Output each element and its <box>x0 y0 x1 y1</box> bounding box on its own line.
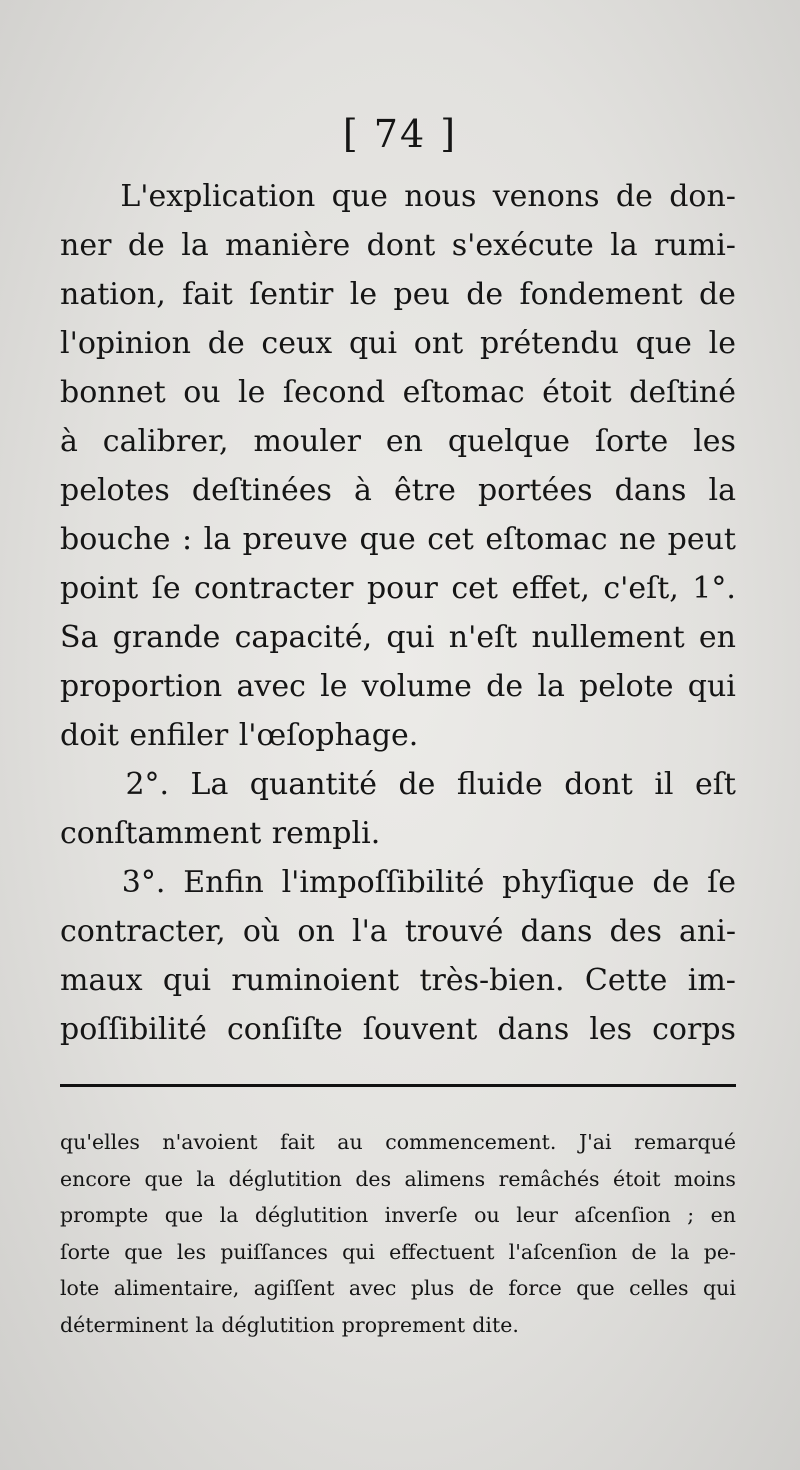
body-line: proportion avec le volume de la pelote qui <box>60 669 736 704</box>
paragraph-indent <box>60 172 104 221</box>
body-line: à calibrer, mouler en quelque ſorte les <box>60 424 736 459</box>
body-line: 2°. La quantité de fluide dont il eſt <box>60 760 736 809</box>
body-line: maux qui ruminoient très-bien. Cette im- <box>60 963 736 998</box>
body-line: Sa grande capacité, qui n'eſt nullement en <box>60 620 736 655</box>
paragraph-indent <box>60 760 104 809</box>
footnote-line: déterminent la déglutition proprement dite. <box>60 1312 519 1337</box>
footnote-line: lote alimentaire, agiſſent avec plus de force que celles qui <box>60 1276 736 1300</box>
footnote-line: qu'elles n'avoient fait au commencement. J'ai remarqué <box>60 1130 736 1154</box>
body-line: 3°. Enfin l'impoſſibilité phyſique de ſe <box>60 858 736 907</box>
paragraph-indent <box>60 858 104 907</box>
footnote-line: prompte que la déglutition inverſe ou leur aſcenſion ; en <box>60 1203 736 1227</box>
footnote-text <box>60 1124 736 1343</box>
body-line: ner de la manière dont s'exécute la rumi- <box>60 228 736 263</box>
body-line: bonnet ou le ſecond eſtomac étoit deſtiné <box>60 375 736 410</box>
page-number: [ 74 ] <box>342 112 458 156</box>
body-line: contracter, où on l'a trouvé dans des ani- <box>60 914 736 949</box>
body-line: nation, fait ſentir le peu de fondement de <box>60 277 736 312</box>
footnote-line: ſorte que les puiſſances qui effectuent l'aſcenſion de la pe- <box>60 1239 736 1264</box>
body-text <box>60 172 736 1054</box>
footnote-rule <box>60 1084 736 1087</box>
body-line: doit enfiler l'œſophage. <box>60 718 419 753</box>
body-line: conſtamment rempli. <box>60 816 381 851</box>
footnote-line: encore que la déglutition des alimens remâchés étoit moins <box>60 1166 736 1191</box>
body-line: bouche : la preuve que cet eſtomac ne peut <box>60 522 736 557</box>
body-line: pelotes deſtinées à être portées dans la <box>60 473 736 508</box>
body-line: l'opinion de ceux qui ont prétendu que le <box>60 326 736 361</box>
body-line: L'explication que nous venons de don- <box>60 172 736 221</box>
body-line: poſſibilité conſiſte ſouvent dans les corps <box>60 1012 736 1047</box>
body-line: point ſe contracter pour cet effet, c'eſt, 1°. <box>60 571 736 606</box>
